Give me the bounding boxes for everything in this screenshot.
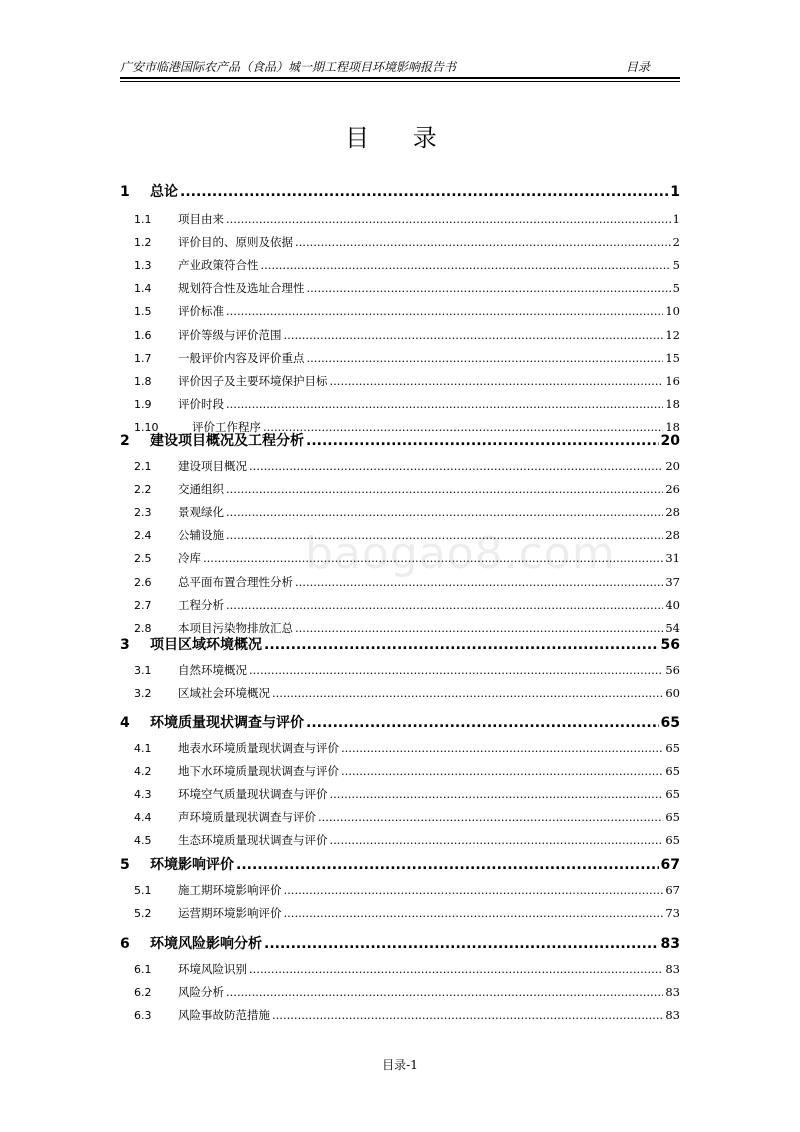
- section-page: 67: [665, 883, 680, 897]
- section-title: 评价因子及主要环境保护目标: [178, 373, 328, 388]
- section-number: 4.4: [134, 811, 152, 825]
- section-page: 10: [665, 304, 680, 319]
- section-title: 风险事故防范措施: [178, 1008, 270, 1023]
- section-page: 60: [665, 686, 680, 701]
- dot-leader: [295, 621, 663, 635]
- section-page: 83: [665, 1008, 680, 1023]
- chapter-number: 1: [120, 184, 130, 200]
- section-number: 1.9: [134, 397, 152, 411]
- section-title: 评价标准: [178, 304, 224, 319]
- section-number: 1.4: [134, 282, 152, 296]
- toc-section-entry[interactable]: [120, 527, 680, 543]
- toc-section-entry[interactable]: [120, 685, 680, 701]
- toc-section-entry[interactable]: [120, 961, 680, 977]
- section-number: 1.2: [134, 236, 152, 250]
- section-title: 评价时段: [178, 396, 224, 411]
- header-rule: [120, 77, 680, 79]
- section-page: 56: [665, 663, 680, 677]
- section-number: 4.2: [134, 765, 152, 779]
- section-page: 65: [665, 741, 680, 755]
- section-number: 2.1: [134, 460, 152, 473]
- page-number: 目录-1: [382, 1058, 418, 1072]
- toc-section-entry[interactable]: [120, 763, 680, 779]
- toc-section-entry[interactable]: [120, 481, 680, 497]
- section-page: 5: [672, 258, 680, 273]
- section-title: 工程分析: [178, 597, 224, 612]
- section-title: 冷库: [178, 551, 201, 566]
- section-page: 16: [665, 373, 680, 388]
- section-page: 2: [672, 235, 680, 250]
- dot-leader: [284, 883, 664, 897]
- page-title: 目 录: [345, 124, 455, 152]
- chapter-page: 1: [670, 184, 680, 200]
- chapter-page: 20: [660, 433, 680, 449]
- chapter-number: 3: [120, 637, 130, 653]
- chapter-page: 56: [660, 637, 680, 653]
- section-title: 评价工作程序: [192, 419, 261, 434]
- section-page: 65: [665, 787, 680, 802]
- dot-leader: [226, 598, 663, 612]
- chapter-title: 环境影响评价: [150, 857, 234, 873]
- section-number: 2.6: [134, 575, 152, 589]
- section-title: 交通组织: [178, 482, 224, 497]
- toc-section-entry[interactable]: [120, 786, 680, 802]
- section-title: 产业政策符合性: [178, 258, 259, 273]
- section-page: 65: [665, 810, 680, 825]
- section-number: 1.10: [134, 420, 159, 434]
- toc-section-entry[interactable]: [120, 832, 680, 848]
- dot-leader: [226, 528, 663, 542]
- section-page: 83: [665, 962, 680, 976]
- section-page: 73: [665, 906, 680, 921]
- section-title: 地表水环境质量现状调查与评价: [178, 741, 339, 755]
- section-title: 规划符合性及选址合理性: [178, 281, 305, 296]
- section-number: 1.6: [134, 328, 152, 342]
- dot-leader: [249, 962, 663, 976]
- section-title: 景观绿化: [178, 505, 224, 520]
- section-number: 6.1: [134, 963, 152, 976]
- section-number: 5.1: [134, 884, 152, 897]
- toc-section-entry[interactable]: [120, 905, 680, 921]
- toc-section-entry[interactable]: [120, 327, 680, 343]
- section-page: 65: [665, 764, 680, 779]
- dot-leader: [264, 936, 659, 952]
- dot-leader: [226, 482, 663, 496]
- section-page: 83: [665, 985, 680, 1000]
- toc-chapter-entry[interactable]: [120, 181, 680, 201]
- section-title: 运营期环境影响评价: [178, 906, 282, 921]
- dot-leader: [284, 906, 664, 920]
- toc-section-entry[interactable]: [120, 574, 680, 590]
- toc-chapter-entry[interactable]: [120, 854, 680, 874]
- document-title: 广安市临港国际农产品（食品）城一期工程项目环境影响报告书: [120, 60, 457, 74]
- dot-leader: [236, 857, 659, 873]
- toc-section-entry[interactable]: [120, 984, 680, 1000]
- dot-leader: [226, 397, 663, 411]
- section-page: 18: [665, 419, 680, 434]
- section-number: 1.3: [134, 259, 152, 273]
- dot-leader: [226, 505, 663, 519]
- dot-leader: [226, 985, 663, 999]
- section-page: 40: [665, 597, 680, 612]
- section-title: 声环境质量现状调查与评价: [178, 810, 316, 825]
- toc-section-entry[interactable]: [120, 280, 680, 296]
- dot-leader: [295, 235, 671, 249]
- section-number: 2.7: [134, 598, 152, 612]
- chapter-title: 总论: [150, 184, 178, 200]
- dot-leader: [330, 787, 664, 801]
- toc-chapter-entry[interactable]: [120, 430, 680, 450]
- section-title: 自然环境概况: [178, 663, 247, 677]
- toc-section-entry[interactable]: [120, 303, 680, 319]
- toc-section-entry[interactable]: [120, 350, 680, 366]
- section-page: 5: [672, 281, 680, 296]
- chapter-page: 65: [660, 715, 680, 731]
- section-title: 评价等级与评价范围: [178, 327, 282, 342]
- section-page: 12: [665, 327, 680, 342]
- section-page: 20: [665, 459, 680, 473]
- toc-section-entry[interactable]: [120, 504, 680, 520]
- chapter-number: 6: [120, 936, 130, 952]
- toc-section-entry[interactable]: [120, 809, 680, 825]
- page-header: [120, 56, 680, 76]
- chapter-title: 环境风险影响分析: [150, 936, 262, 952]
- section-number: 4.5: [134, 834, 152, 848]
- chapter-page: 67: [660, 857, 680, 873]
- section-title: 建设项目概况: [178, 459, 247, 473]
- dot-leader: [284, 328, 664, 342]
- toc-section-entry[interactable]: [120, 662, 680, 678]
- dot-leader: [264, 637, 659, 653]
- toc-section-entry[interactable]: [120, 373, 680, 389]
- toc-section-entry[interactable]: [120, 597, 680, 613]
- section-page: 26: [665, 482, 680, 497]
- watermark: baogao8.com: [305, 528, 616, 579]
- dot-leader: [330, 374, 664, 388]
- chapter-title: 环境质量现状调查与评价: [150, 715, 304, 731]
- section-page: 54: [665, 620, 680, 635]
- section-number: 5.2: [134, 907, 152, 921]
- section-number: 3.2: [134, 687, 152, 701]
- section-page: 18: [665, 396, 680, 411]
- section-page: 15: [665, 350, 680, 365]
- dot-leader: [307, 281, 671, 295]
- section-page: 1: [672, 212, 680, 226]
- dot-leader: [341, 741, 663, 755]
- dot-leader: [307, 351, 664, 365]
- section-title: 地下水环境质量现状调查与评价: [178, 764, 339, 779]
- chapter-number: 5: [120, 857, 130, 873]
- section-label: 目录: [625, 60, 650, 74]
- chapter-title: 建设项目概况及工程分析: [150, 433, 304, 449]
- section-number: 4.3: [134, 788, 152, 802]
- dot-leader: [226, 212, 671, 226]
- dot-leader: [330, 833, 664, 847]
- section-title: 评价目的、原则及依据: [178, 235, 293, 250]
- chapter-page: 83: [660, 936, 680, 952]
- section-number: 2.8: [134, 621, 152, 635]
- toc-section-entry[interactable]: [120, 396, 680, 412]
- section-title: 风险分析: [178, 985, 224, 1000]
- section-number: 6.3: [134, 1009, 152, 1023]
- toc-section-entry[interactable]: [120, 1007, 680, 1023]
- section-page: 31: [665, 551, 680, 566]
- dot-leader: [249, 459, 663, 473]
- section-page: 28: [665, 528, 680, 543]
- section-number: 2.5: [134, 552, 152, 566]
- dot-leader: [341, 764, 663, 778]
- section-title: 环境空气质量现状调查与评价: [178, 787, 328, 802]
- dot-leader: [180, 184, 668, 200]
- dot-leader: [306, 433, 659, 449]
- section-number: 2.3: [134, 506, 152, 520]
- toc-chapter-entry[interactable]: [120, 712, 680, 732]
- toc-chapter-entry[interactable]: [120, 634, 680, 654]
- dot-leader: [306, 715, 659, 731]
- toc-section-entry[interactable]: [120, 234, 680, 250]
- toc-section-entry[interactable]: [120, 882, 680, 898]
- section-number: 1.1: [134, 213, 152, 226]
- dot-leader: [272, 1008, 663, 1022]
- section-number: 1.7: [134, 351, 152, 365]
- dot-leader: [272, 686, 663, 700]
- toc-chapter-entry[interactable]: [120, 933, 680, 953]
- section-title: 公辅设施: [178, 528, 224, 543]
- section-title: 一般评价内容及评价重点: [178, 350, 305, 365]
- toc-section-entry[interactable]: [120, 740, 680, 756]
- section-page: 37: [665, 574, 680, 589]
- section-number: 4.1: [134, 742, 152, 755]
- section-title: 生态环境质量现状调查与评价: [178, 833, 328, 848]
- section-title: 环境风险识别: [178, 962, 247, 976]
- toc-section-entry[interactable]: [120, 550, 680, 566]
- section-title: 施工期环境影响评价: [178, 883, 282, 897]
- section-title: 项目由来: [178, 212, 224, 226]
- section-number: 3.1: [134, 664, 152, 677]
- section-title: 区域社会环境概况: [178, 686, 270, 701]
- chapter-number: 4: [120, 715, 130, 731]
- chapter-title: 项目区域环境概况: [150, 637, 262, 653]
- section-number: 2.4: [134, 529, 152, 543]
- toc-section-entry[interactable]: [120, 257, 680, 273]
- dot-leader: [318, 810, 663, 824]
- section-number: 2.2: [134, 483, 152, 497]
- dot-leader: [203, 551, 663, 565]
- dot-leader: [261, 258, 671, 272]
- dot-leader: [249, 663, 663, 677]
- dot-leader: [226, 304, 663, 318]
- section-number: 1.8: [134, 374, 152, 388]
- section-number: 1.5: [134, 305, 152, 319]
- section-page: 65: [665, 833, 680, 848]
- section-title: 总平面布置合理性分析: [178, 574, 293, 589]
- chapter-number: 2: [120, 433, 130, 449]
- dot-leader: [295, 575, 663, 589]
- section-page: 28: [665, 505, 680, 520]
- header-rule-thin: [120, 81, 680, 82]
- toc-section-entry[interactable]: [120, 458, 680, 474]
- toc-section-entry[interactable]: [120, 211, 680, 227]
- section-number: 6.2: [134, 986, 152, 1000]
- section-title: 本项目污染物排放汇总: [178, 620, 293, 635]
